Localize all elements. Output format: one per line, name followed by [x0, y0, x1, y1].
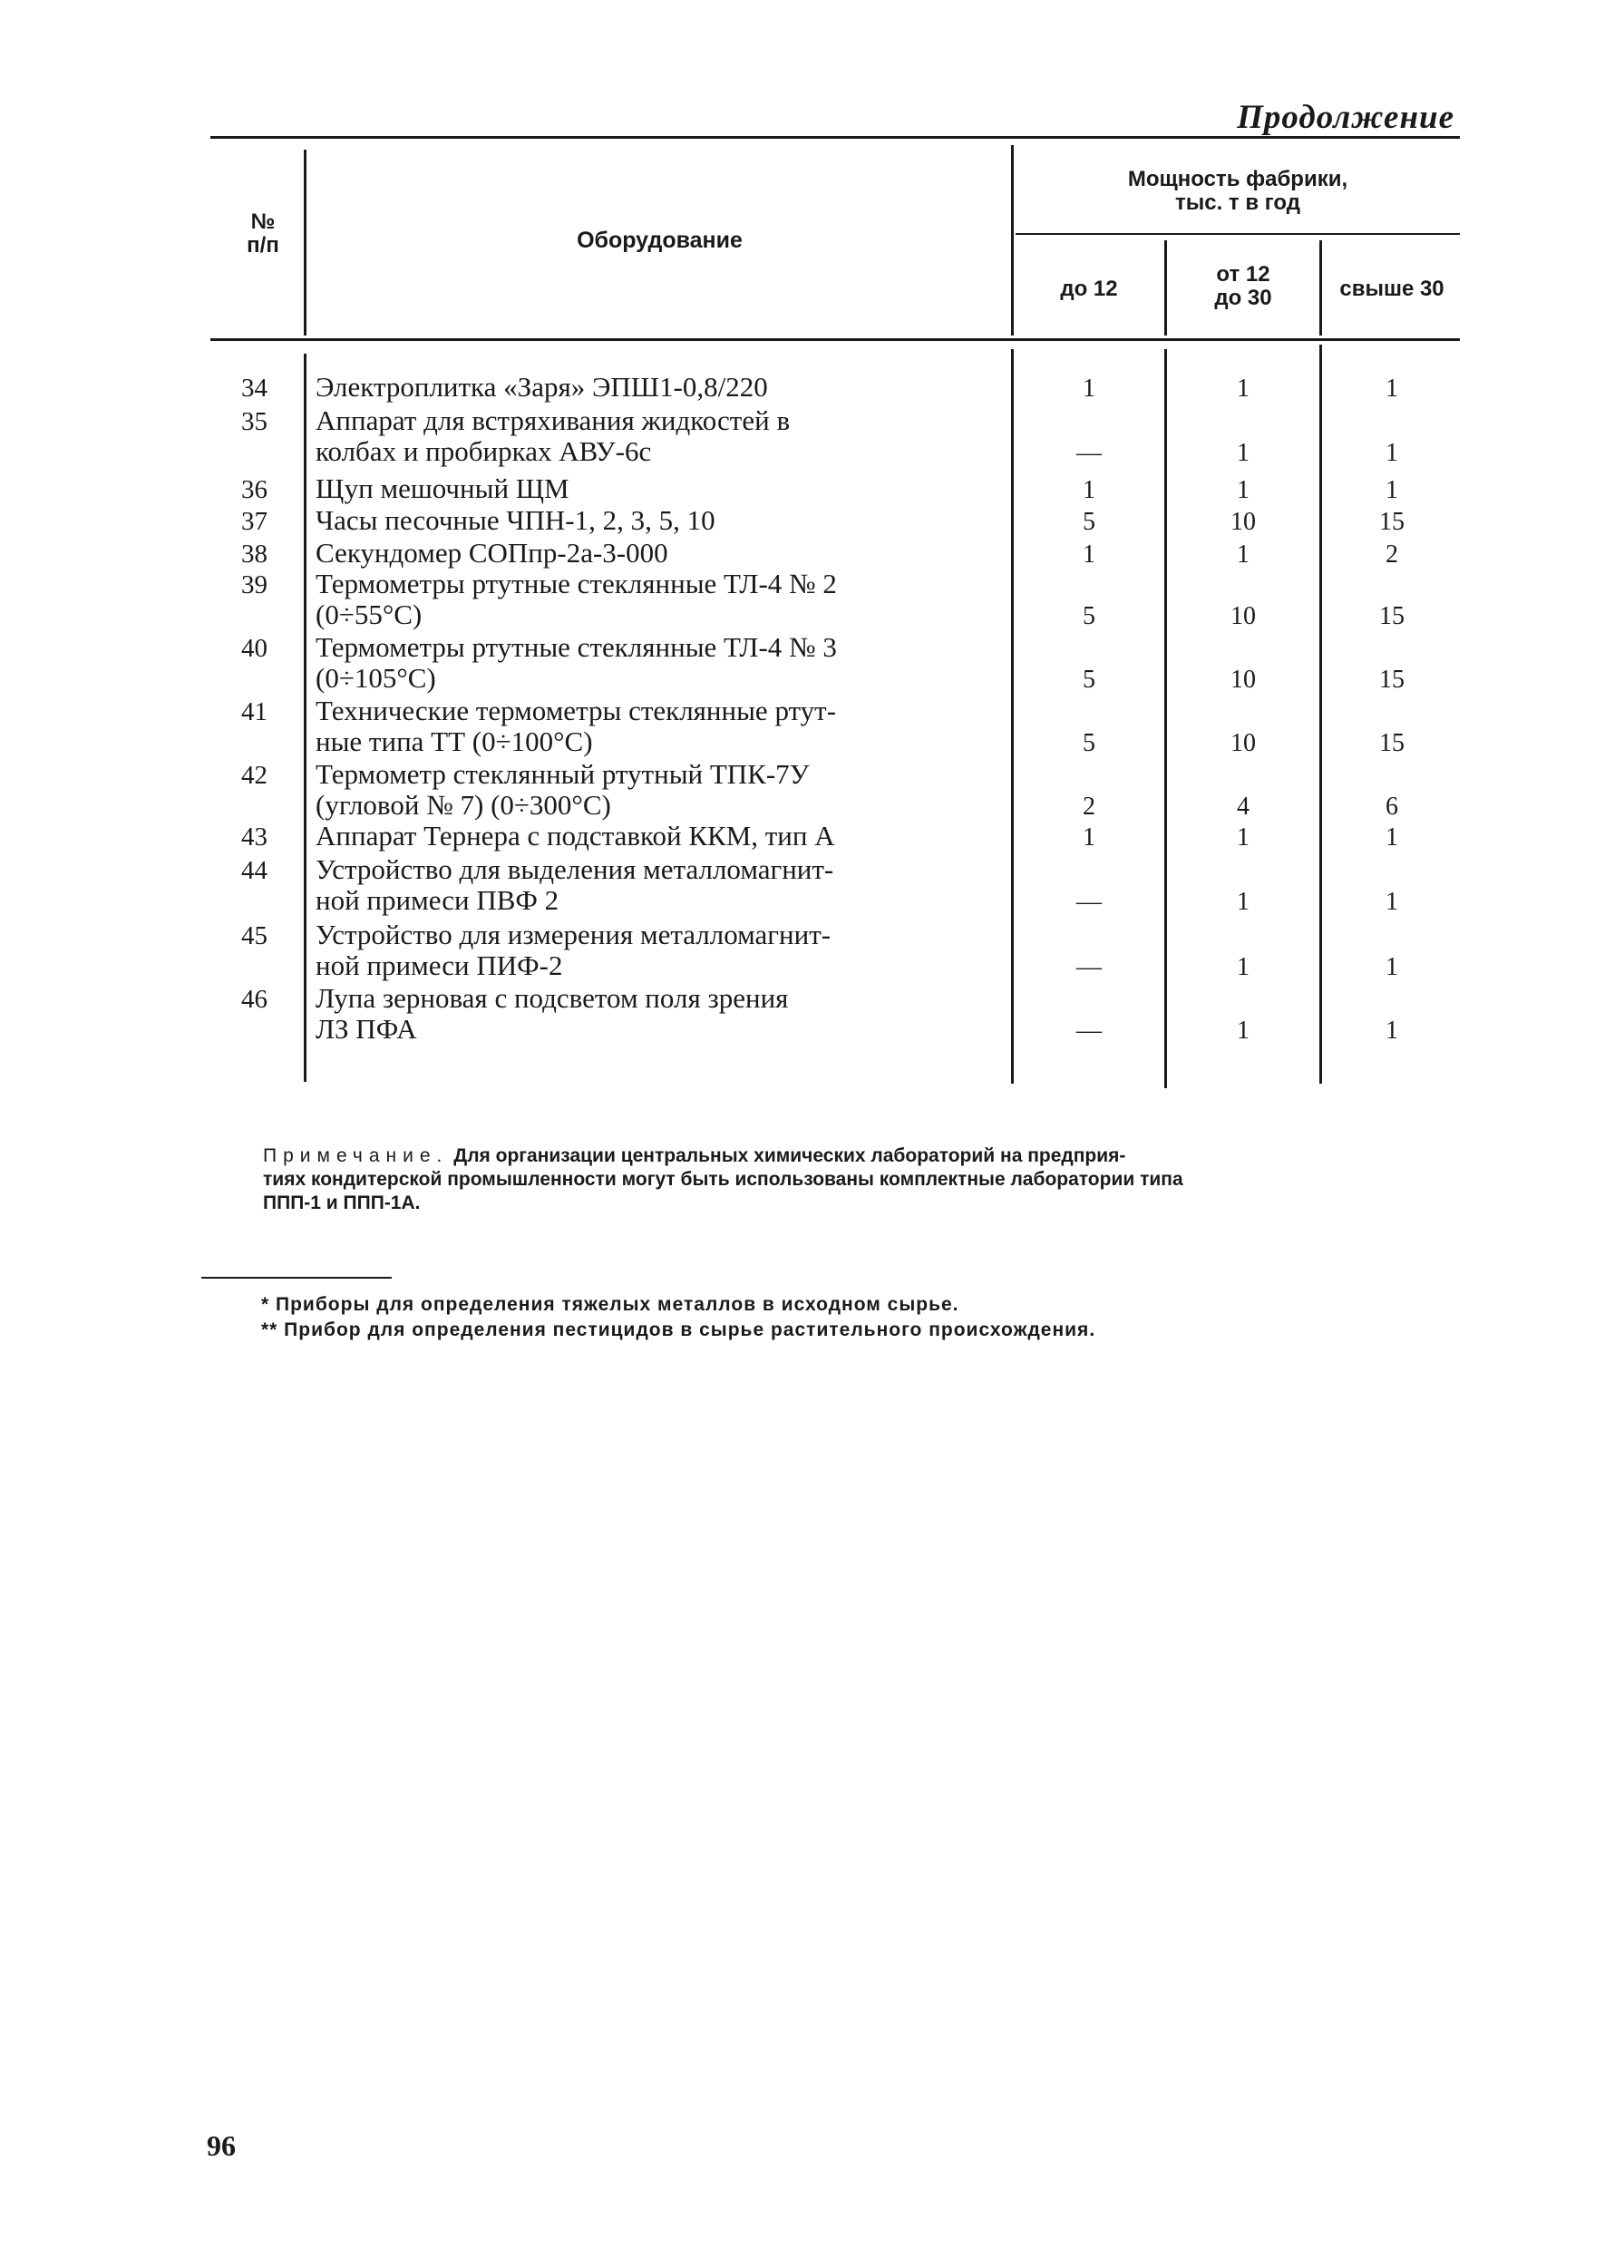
row-equipment-name	[316, 696, 997, 757]
header-capacity-line2: тыс. т в год	[1174, 190, 1301, 215]
row-value-c3: 15	[1379, 666, 1405, 694]
note-line-1	[263, 1144, 1469, 1168]
row-number: 36	[241, 475, 267, 504]
row-number: 39	[241, 570, 267, 599]
row-value-c3: 1	[1386, 888, 1398, 916]
col-divider-equipment-body	[1011, 349, 1014, 1084]
row-equipment-line: Устройство для выделения металломагнит-	[316, 853, 834, 885]
header-equipment: Оборудование	[577, 228, 743, 253]
row-equipment-line: Аппарат для встряхивания жидкостей в	[316, 404, 791, 436]
row-number: 35	[241, 407, 267, 436]
row-equipment-line: Термометры ртутные стеклянные ТЛ-4 № 2	[316, 568, 837, 599]
row-value-c1: —	[1076, 953, 1102, 981]
row-value-c2: 1	[1237, 953, 1250, 981]
row-equipment-line: Щуп мешочный ЩМ	[316, 472, 569, 504]
row-equipment-line: Аппарат Тернера с подставкой ККМ, тип А	[316, 820, 835, 852]
row-number: 46	[241, 985, 267, 1014]
row-number: 38	[241, 540, 267, 569]
row-equipment-name	[316, 505, 997, 536]
row-equipment-name	[316, 372, 997, 403]
header-num-abbr: п/п	[247, 233, 279, 258]
row-value-c2: 1	[1237, 823, 1250, 852]
row-value-c3: 2	[1386, 540, 1398, 569]
note-text-1: Для организации центральных химических лабораторий на предприя-	[453, 1145, 1126, 1166]
row-number: 44	[241, 856, 267, 885]
row-equipment-line: Устройство для измерения металломагнит-	[316, 919, 831, 950]
footnote-rule	[201, 1277, 392, 1279]
row-number: 40	[241, 634, 267, 663]
row-equipment-line: Электроплитка «Заря» ЭПШ1-0,8/220	[316, 371, 768, 403]
row-value-c1: —	[1076, 439, 1102, 467]
header-capacity	[1016, 168, 1460, 215]
header-col1: до 12	[1060, 277, 1118, 301]
note-text-2: тиях кондитерской промышленности могут быть использованы комплектные лаборатории типа	[263, 1169, 1183, 1190]
row-equipment-name	[316, 405, 997, 467]
row-value-c3: 15	[1379, 602, 1405, 630]
col-divider-num-body	[304, 354, 306, 1082]
footnote-2: ** Прибор для определения пестицидов в сырье растительного происхождения.	[261, 1319, 1096, 1340]
row-value-c1: 1	[1083, 540, 1095, 569]
row-equipment-line: колбах и пробирках АВУ-6с	[316, 435, 652, 467]
row-number: 43	[241, 823, 267, 852]
row-equipment-name	[316, 759, 997, 821]
continuation-label: Продолжение	[1237, 99, 1454, 136]
row-number: 45	[241, 921, 267, 950]
header-col2-line2: до 30	[1214, 286, 1272, 310]
row-equipment-name	[316, 983, 997, 1045]
footnotes	[261, 1292, 1095, 1343]
row-value-c1: 5	[1083, 602, 1095, 630]
row-equipment-name	[316, 538, 997, 569]
row-number: 42	[241, 761, 267, 790]
row-value-c2: 10	[1230, 666, 1256, 694]
capacity-header-rule	[1016, 233, 1460, 235]
header-col2-line1: от 12	[1216, 262, 1270, 287]
row-equipment-name	[316, 821, 997, 852]
row-number: 34	[241, 374, 267, 403]
row-equipment-line: ные типа ТТ (0÷100°С)	[316, 725, 593, 757]
row-value-c3: 1	[1386, 953, 1398, 981]
row-value-c1: 1	[1083, 476, 1095, 504]
col-divider-c2	[1319, 240, 1322, 336]
row-value-c3: 1	[1386, 476, 1398, 504]
row-value-c2: 1	[1237, 439, 1250, 467]
row-equipment-line: Часы песочные ЧПН-1, 2, 3, 5, 10	[316, 504, 715, 536]
note-text-3: ППП-1 и ППП-1А.	[263, 1192, 421, 1213]
col-divider-equipment	[1011, 145, 1014, 336]
row-value-c3: 15	[1379, 729, 1405, 757]
row-equipment-line: ной примеси ПИФ-2	[316, 949, 563, 981]
row-equipment-name	[316, 632, 997, 694]
row-equipment-name	[316, 854, 997, 916]
table-top-rule	[210, 136, 1460, 139]
row-value-c2: 10	[1230, 602, 1256, 630]
row-value-c2: 10	[1230, 729, 1256, 757]
header-bottom-rule	[210, 338, 1460, 341]
row-value-c1: 5	[1083, 729, 1095, 757]
row-value-c1: 1	[1083, 823, 1095, 852]
header-capacity-line1: Мощность фабрики,	[1127, 167, 1348, 191]
header-col2	[1170, 263, 1317, 310]
row-equipment-line: (угловой № 7) (0÷300°С)	[316, 789, 611, 821]
row-equipment-line: Термометры ртутные стеклянные ТЛ-4 № 3	[316, 631, 837, 663]
row-value-c3: 6	[1386, 793, 1398, 821]
row-equipment-name	[316, 569, 997, 630]
note-label: Примечание.	[263, 1145, 449, 1166]
row-value-c2: 4	[1237, 793, 1250, 821]
row-value-c3: 1	[1386, 375, 1398, 403]
row-value-c3: 1	[1386, 823, 1398, 852]
row-equipment-line: Лупа зерновая с подсветом поля зрения	[316, 982, 789, 1014]
col-divider-c1-body	[1164, 349, 1167, 1088]
row-equipment-name	[316, 920, 997, 981]
row-equipment-name	[316, 473, 997, 504]
row-value-c2: 1	[1237, 476, 1250, 504]
row-value-c3: 15	[1379, 508, 1405, 536]
col-divider-c2-body	[1319, 345, 1322, 1084]
row-value-c1: 5	[1083, 666, 1095, 694]
row-value-c3: 1	[1386, 439, 1398, 467]
row-equipment-line: ной примеси ПВФ 2	[316, 884, 559, 916]
header-col3: свыше 30	[1339, 277, 1444, 301]
row-value-c2: 1	[1237, 540, 1250, 569]
page-number: 96	[207, 2129, 236, 2162]
row-equipment-line: Секундомер СОПпр-2а-3-000	[316, 537, 668, 569]
row-value-c2: 1	[1237, 375, 1250, 403]
row-equipment-line: (0÷105°С)	[316, 662, 436, 694]
footnote-1: * Приборы для определения тяжелых металлов в исходном сырье.	[261, 1294, 959, 1315]
row-value-c1: 2	[1083, 793, 1095, 821]
row-value-c3: 1	[1386, 1017, 1398, 1045]
note-block	[263, 1144, 1469, 1215]
row-equipment-line: Термометр стеклянный ртутный ТПК-7У	[316, 758, 810, 790]
row-value-c1: —	[1076, 1017, 1102, 1045]
row-equipment-line: ЛЗ ПФА	[316, 1013, 417, 1045]
row-value-c1: 1	[1083, 375, 1095, 403]
col-divider-num	[304, 150, 306, 336]
row-value-c1: —	[1076, 888, 1102, 916]
header-num	[227, 210, 299, 258]
row-value-c2: 10	[1230, 508, 1256, 536]
row-value-c2: 1	[1237, 1017, 1250, 1045]
row-equipment-line: (0÷55°С)	[316, 599, 423, 630]
col-divider-c1	[1164, 240, 1167, 336]
header-num-symbol: №	[250, 209, 276, 234]
row-value-c1: 5	[1083, 508, 1095, 536]
row-number: 37	[241, 507, 267, 536]
row-number: 41	[241, 697, 267, 726]
row-equipment-line: Технические термометры стеклянные ртут-	[316, 695, 837, 726]
row-value-c2: 1	[1237, 888, 1250, 916]
